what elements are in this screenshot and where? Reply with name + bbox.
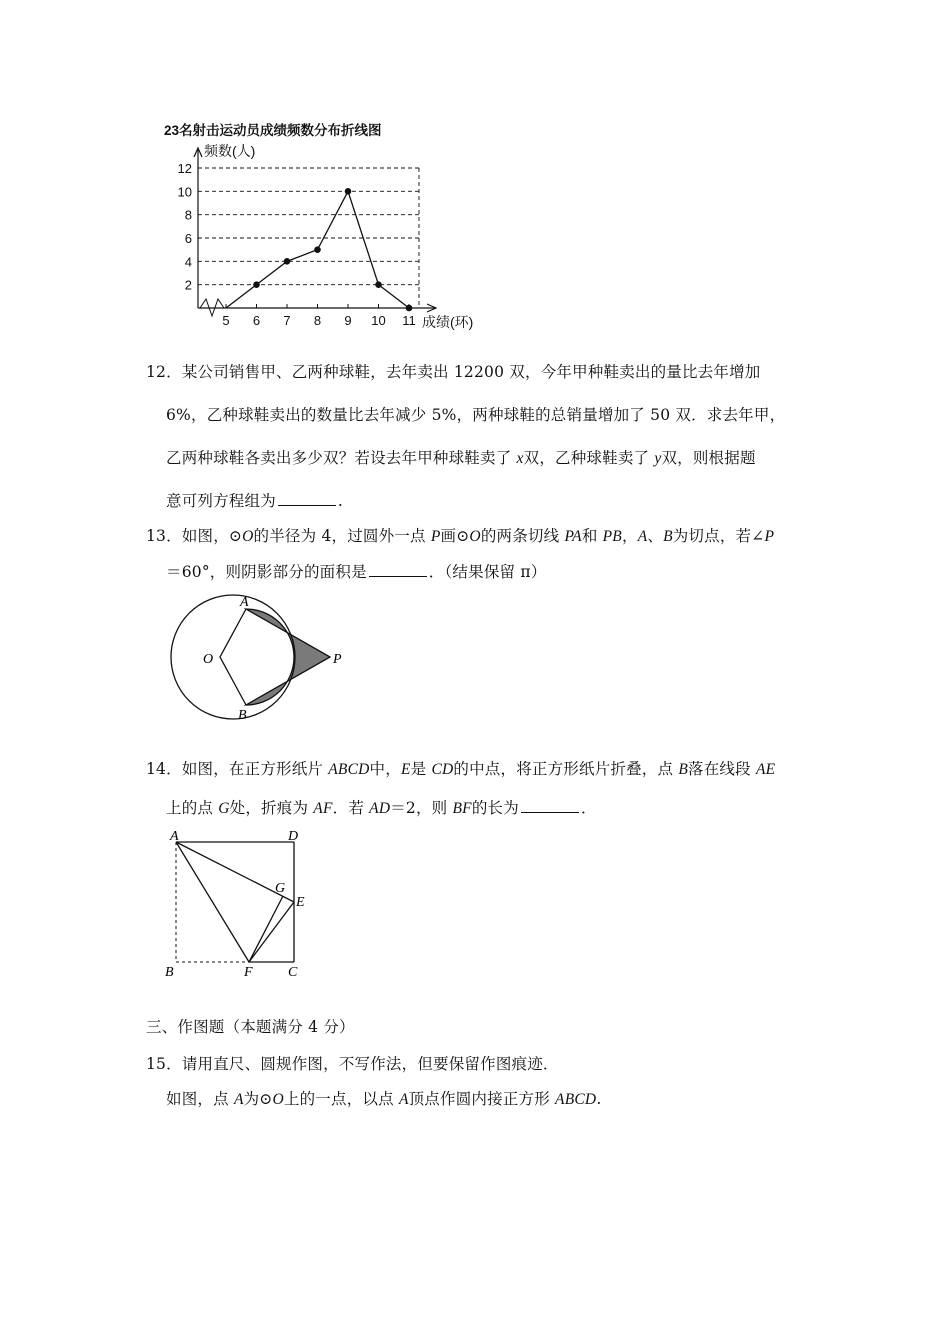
q12-text-3c: 双，则根据题 [661, 449, 756, 467]
q13-line-2 [166, 560, 546, 582]
q14-t4: 的中点，将正方形纸片折叠，点 [453, 760, 679, 778]
q12-var-y: y [654, 450, 662, 467]
data-point [406, 305, 413, 312]
x-tick-label: 6 [252, 313, 261, 328]
q14-t2: 中， [369, 760, 401, 778]
shaded-region [246, 609, 330, 705]
q14-v-g: G [218, 800, 230, 817]
q12-text-1: 某公司销售甲、乙两种球鞋，去年卖出 12200 双，今年甲种鞋卖出的量比去年增加 [181, 363, 761, 381]
label-f: F [244, 965, 253, 980]
q13-t6: ， [621, 527, 638, 545]
segment-fe [249, 902, 294, 962]
label-o: O [203, 652, 214, 667]
x-axis-label: 成绩(环) [422, 314, 474, 330]
q13-v-pb: PB [602, 528, 622, 545]
q14-line-2 [166, 796, 597, 818]
y-tick-label: 6 [184, 231, 192, 246]
label-d: D [288, 829, 299, 844]
q12-text-4b: . [337, 492, 344, 510]
q14-v-ad: AD [369, 800, 391, 817]
data-point [253, 281, 260, 288]
q14-t10: 的长为 [471, 799, 519, 817]
label-e: E [296, 895, 305, 910]
q15-v-a2: A [398, 1091, 409, 1108]
circle-o [171, 595, 295, 719]
q15-t6: . [596, 1090, 602, 1108]
q15-t4: 上的一点，以点 [283, 1090, 399, 1108]
q14-v-abcd: ABCD [328, 761, 370, 778]
q14-answer-blank[interactable] [521, 798, 579, 813]
data-point [375, 281, 382, 288]
label-c: C [288, 965, 298, 980]
frequency-line-chart [160, 118, 490, 338]
q14-v-cd: CD [431, 761, 454, 778]
q14-v-b: B [678, 761, 688, 778]
q12-text-3b: 双，乙种球鞋卖了 [523, 449, 655, 467]
y-tick-label: 8 [184, 207, 192, 223]
data-point [284, 258, 291, 265]
y-tick-label: 2 [184, 277, 192, 293]
q14-t8: ．若 [332, 799, 370, 817]
q15-t5: 顶点作圆内接正方形 [408, 1090, 556, 1108]
q15-v-a: A [233, 1091, 244, 1108]
q13-t2: 的半径为 4，过圆外一点 [253, 527, 431, 545]
q14-v-af: AF [313, 800, 333, 817]
q14-v-bf: BF [452, 800, 472, 817]
q15-v-o: O [272, 1091, 284, 1108]
q12-line-3 [166, 446, 756, 468]
q12-text-4a: 意可列方程组为 [166, 492, 276, 510]
q13-t3: 画⊙ [440, 527, 470, 545]
q15-line-1 [146, 1052, 559, 1074]
q12-number: 12． [146, 363, 182, 381]
q15-line-2 [166, 1087, 601, 1109]
q13-v-a: A [637, 528, 648, 545]
q13-figure [160, 592, 360, 724]
q13-v-o: O [242, 528, 254, 545]
q14-t1: 如图，在正方形纸片 [181, 760, 329, 778]
q14-t6: 上的点 [166, 799, 219, 817]
q13-t1: 如图，⊙ [181, 527, 243, 545]
y-tick-label: 12 [177, 161, 192, 176]
q13-line-1 [146, 524, 774, 546]
q14-t9: ＝2，则 [390, 799, 453, 817]
q12-line-1 [146, 360, 761, 382]
q13-number: 13． [146, 527, 182, 545]
q13-t7: 、 [647, 527, 664, 545]
q14-v-ae: AE [755, 761, 776, 778]
q12-var-x: x [516, 450, 524, 467]
x-tick-label: 8 [313, 313, 322, 328]
label-g: G [275, 881, 286, 896]
label-p: P [333, 652, 342, 667]
q14-line-1 [146, 757, 775, 779]
q14-v-e: E [400, 761, 411, 778]
q15-t2: 如图，点 [166, 1090, 234, 1108]
q13-answer-blank[interactable] [369, 562, 427, 577]
label-a: A [240, 595, 249, 610]
q12-line-4 [166, 489, 343, 511]
x-tick-label: 5 [222, 313, 230, 328]
q14-t3: 是 [410, 760, 432, 778]
data-point [345, 188, 352, 195]
chart-title: 23名射击运动员成绩频数分布折线图 [164, 123, 382, 138]
q13-t4: 的两条切线 [480, 527, 565, 545]
q13-v-o2: O [469, 528, 481, 545]
q13-t9: ＝60°，则阴影部分的面积是 [166, 563, 367, 581]
label-b: B [165, 965, 174, 980]
data-point [314, 246, 321, 253]
x-tick-label: 9 [344, 313, 352, 328]
y-axis-label: 频数(人) [204, 143, 256, 159]
label-a: A [170, 829, 179, 844]
q13-v-b: B [663, 528, 673, 545]
q15-number: 15． [146, 1055, 182, 1073]
q13-v-pa: PA [564, 528, 582, 545]
y-tick-label: 10 [177, 184, 192, 200]
q14-t5: 落在线段 [688, 760, 756, 778]
x-tick-label: 11 [402, 313, 416, 328]
q14-figure [160, 822, 320, 984]
q12-line-2 [166, 403, 785, 425]
q15-t1: 请用直尺、圆规作图，不写作法，但要保留作图痕迹． [181, 1055, 559, 1073]
q13-v-p: P [430, 528, 441, 545]
q13-t5: 和 [581, 527, 603, 545]
radii-oa-ob [220, 609, 246, 705]
q12-text-2: 6%，乙种球鞋卖出的数量比去年减少 5%，两种球鞋的总销量增加了 50 双．求去年甲， [166, 406, 786, 424]
label-b: B [238, 708, 247, 723]
y-tick-label: 4 [184, 254, 192, 270]
segment-fg [249, 896, 283, 962]
q14-t7: 处，折痕为 [229, 799, 314, 817]
x-tick-label: 10 [371, 313, 386, 328]
q13-t8: 为切点，若∠ [672, 527, 765, 545]
q15-t3: 为⊙ [243, 1090, 273, 1108]
q13-t10: ．（结果保留 π） [428, 563, 547, 581]
q12-text-3a: 乙两种球鞋各卖出多少双？若设去年甲种球鞋卖了 [166, 449, 517, 467]
q15-v-abcd: ABCD [555, 1091, 597, 1108]
x-tick-label: 7 [283, 313, 291, 328]
q14-number: 14． [146, 760, 182, 778]
q14-t11: ． [580, 799, 597, 817]
section-3-title: 三、作图题（本题满分 4 分） [146, 1018, 355, 1036]
q12-answer-blank[interactable] [278, 491, 336, 506]
q13-v-p2: P [764, 528, 775, 545]
